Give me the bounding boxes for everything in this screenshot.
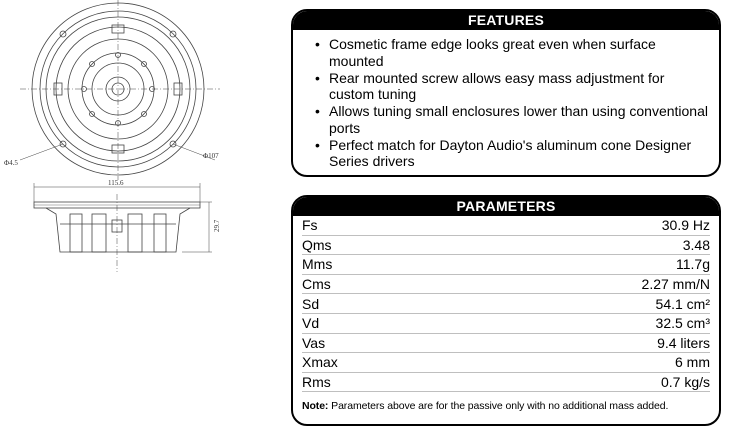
parameter-value: 2.27 mm/N [641, 276, 710, 293]
parameter-name: Mms [302, 256, 333, 273]
parameter-row [302, 275, 710, 295]
features-title: FEATURES [293, 11, 719, 30]
features-panel [291, 9, 721, 177]
parameter-row [302, 294, 710, 314]
parameter-name: Xmax [302, 354, 338, 371]
parameter-value: 0.7 kg/s [660, 374, 710, 391]
parameters-note [302, 400, 710, 412]
parameter-value: 3.48 [682, 236, 710, 253]
side-dim-width: 115.6 [108, 180, 124, 187]
parameters-title: PARAMETERS [293, 197, 719, 216]
parameter-name: Vas [302, 334, 326, 351]
parameters-table [293, 216, 719, 412]
parameter-value: 32.5 cm³ [655, 315, 710, 332]
parameter-value: 9.4 liters [657, 334, 710, 351]
parameter-row [302, 334, 710, 354]
parameter-name: Rms [302, 374, 331, 391]
features-list [293, 30, 719, 170]
parameter-name: Vd [302, 315, 320, 332]
feature-item: • Cosmetic frame edge looks great even when surface mounted [329, 36, 709, 69]
parameter-row [302, 216, 710, 236]
parameter-value: 30.9 Hz [661, 217, 710, 234]
feature-item: • Rear mounted screw allows easy mass adjustment for custom tuning [329, 70, 709, 103]
side-view-drawing [0, 180, 260, 275]
parameter-name: Qms [302, 236, 332, 253]
parameter-row [302, 236, 710, 256]
parameter-value: 11.7g [676, 256, 710, 273]
parameter-row [302, 373, 710, 393]
parameter-name: Sd [302, 295, 320, 312]
parameter-value: 54.1 cm² [655, 295, 710, 312]
front-dim-right: Φ107 [203, 152, 219, 160]
front-view-drawing [0, 0, 260, 180]
parameter-row [302, 314, 710, 334]
side-dim-height: 29.7 [213, 219, 221, 232]
note-label: Note: [302, 400, 329, 413]
parameter-row [302, 353, 710, 373]
parameters-panel [291, 195, 721, 426]
parameter-name: Cms [302, 276, 331, 293]
front-dim-left: Φ4.5 [4, 159, 18, 167]
feature-item: • Allows tuning small enclosures lower than using conventional ports [329, 103, 709, 136]
parameter-row [302, 255, 710, 275]
note-text: Parameters above are for the passive only with no additional mass added. [328, 400, 669, 413]
feature-item: • Perfect match for Dayton Audio's aluminum cone Designer Series drivers [329, 137, 709, 170]
parameter-name: Fs [302, 217, 318, 234]
parameter-value: 6 mm [675, 354, 710, 371]
